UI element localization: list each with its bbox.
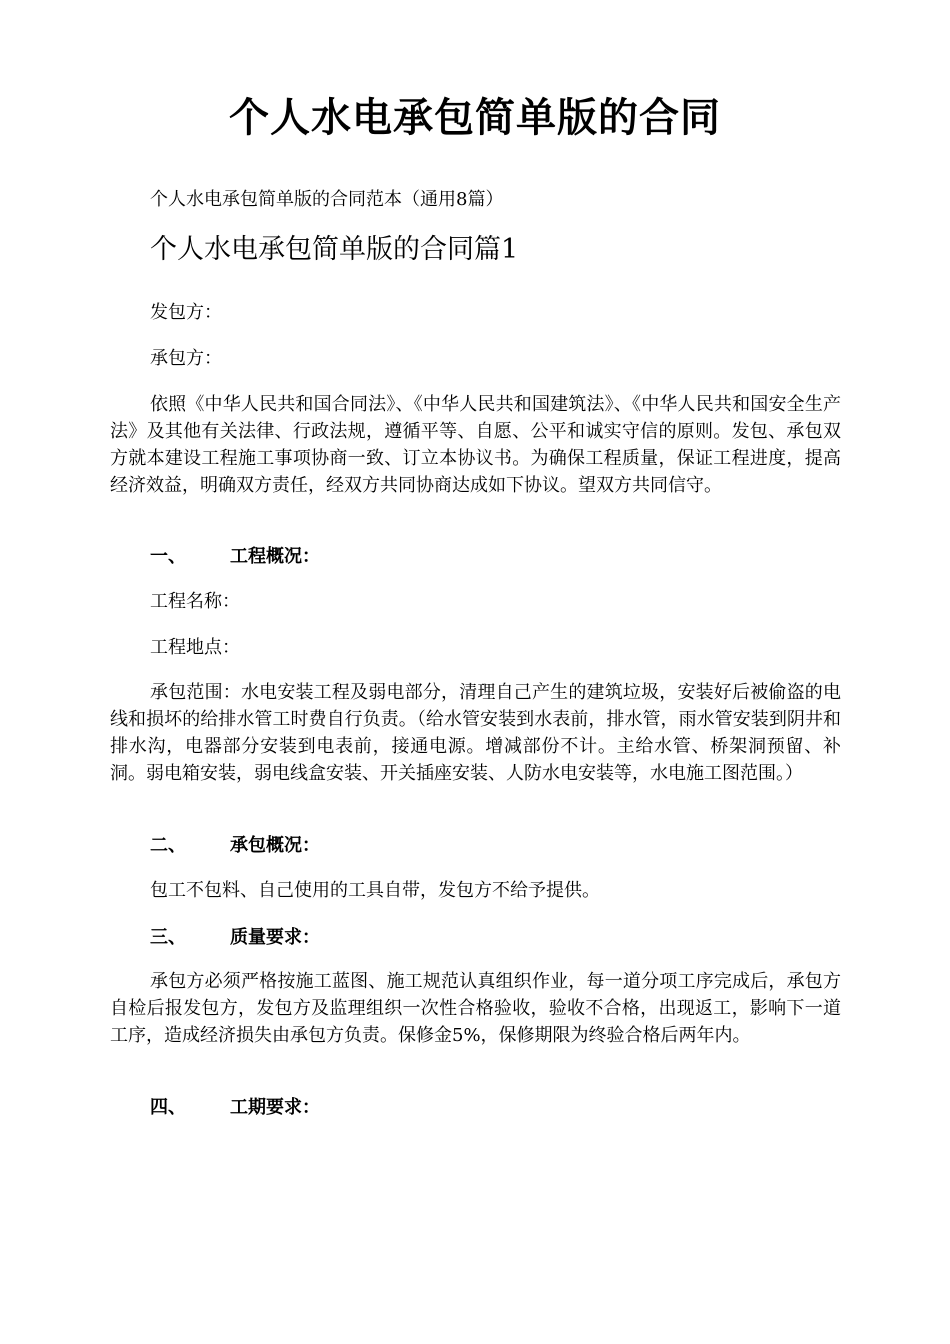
party-b-label: 承包方： (150, 348, 222, 369)
project-location-label: 工程地点： (150, 637, 240, 658)
clause-number: 一、 (150, 546, 186, 567)
contract-overview-text: 包工不包料、自己使用的工具自带，发包方不给予提供。 (150, 880, 600, 901)
document-subtitle: 个人水电承包简单版的合同范本（通用8篇） (150, 189, 504, 210)
clause-number: 二、 (150, 835, 186, 856)
clause-heading-2 (150, 832, 320, 860)
clause-heading-1 (150, 543, 320, 571)
scope-paragraph: 承包范围：水电安装工程及弱电部分，清理自己产生的建筑垃圾，安装好后被偷盗的电线和损坏的给排水管工时费自行负责。（给水管安装到水表前，排水管，雨水管安装到阴井和排水沟，电器部分安装到电表前，接通电源。增减部份不计。主给水管、桥架洞预留、补洞。弱电箱安装，弱电线盒安装、开关插座安装、人防水电安装等，水电施工图范围。） (110, 682, 841, 784)
clause-heading-3 (150, 924, 320, 952)
intro-paragraph: 依照《中华人民共和国合同法》、《中华人民共和国建筑法》、《中华人民共和国安全生产法》及其他有关法律、行政法规，遵循平等、自愿、公平和诚实守信的原则。发包、承包双方就本建设工程施工事项协商一致、订立本协议书。为确保工程质量，保证工程进度，提高经济效益，明确双方责任，经双方共同协商达成如下协议。望双方共同信守。 (110, 394, 841, 496)
clause-heading-4 (150, 1094, 320, 1122)
quality-paragraph: 承包方必须严格按施工蓝图、施工规范认真组织作业，每一道分项工序完成后，承包方自检后报发包方，发包方及监理组织一次性合格验收，验收不合格，出现返工，影响下一道工序，造成经济损失由承包方负责。保修金5%，保修期限为终验合格后两年内。 (110, 971, 841, 1046)
document-title: 个人水电承包简单版的合同 (229, 94, 721, 141)
clause-title: 承包概况： (230, 835, 320, 856)
clause-title: 工程概况： (230, 546, 320, 567)
clause-number: 四、 (150, 1097, 186, 1118)
project-name-label: 工程名称： (150, 591, 240, 612)
clause-number: 三、 (150, 927, 186, 948)
section-heading: 个人水电承包简单版的合同篇1 (150, 234, 519, 265)
clause-title: 质量要求： (230, 927, 320, 948)
party-a-label: 发包方： (150, 302, 222, 323)
clause-title: 工期要求： (230, 1097, 320, 1118)
